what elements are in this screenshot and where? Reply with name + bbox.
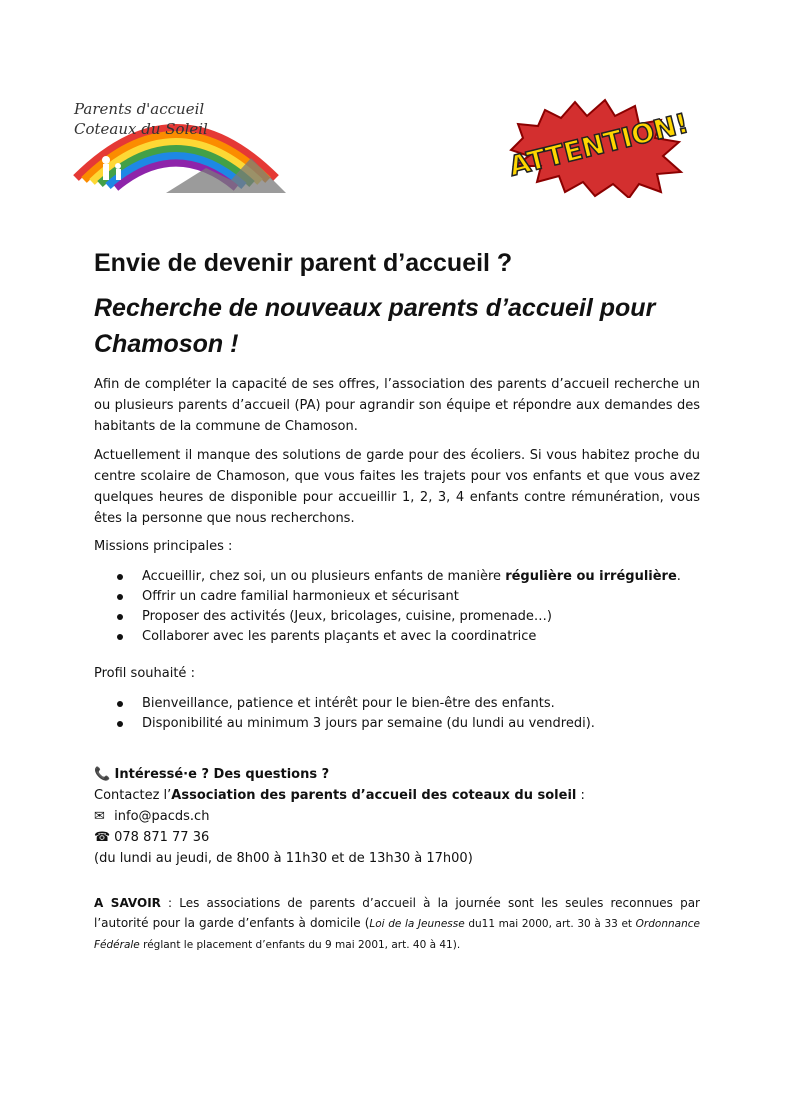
telephone-icon: ☎ (94, 830, 111, 845)
legal-notice: A SAVOIR : Les associations de parents d’accueil à la journée sont les seules reconnues par l’autorité pour la garde d’enfants à domicile (Loi de la Jeunesse du11 mai 2000, art. 30 à 33 et Ordonnance Fédérale réglant le placement d’enfants du 9 mai 2001, art. 40 à 41). (94, 896, 700, 951)
savoir-label: A SAVOIR (94, 896, 161, 910)
envelope-icon: ✉ (94, 809, 105, 824)
svg-text:Coteaux du Soleil: Coteaux du Soleil (74, 120, 208, 138)
list-item: Bienveillance, patience et intérêt pour le bien-être des enfants. (94, 694, 700, 714)
phone-number: 078 871 77 36 (114, 830, 210, 845)
missions-label: Missions principales : (94, 539, 233, 554)
svg-text:Parents d'accueil: Parents d'accueil (74, 100, 205, 118)
subtitle-line-1: Recherche de nouveaux parents d’accueil pour (94, 294, 656, 322)
contact-line: Contactez l’Association des parents d’accueil des coteaux du soleil : (94, 788, 585, 803)
emphasis-text: régulière ou irrégulière (505, 569, 677, 584)
page-subtitle (94, 290, 700, 362)
attention-burst-icon (503, 80, 693, 198)
contact-question: 📞 Intéressé·e ? Des questions ? (94, 764, 700, 785)
list-item: Proposer des activités (Jeux, bricolages, cuisine, promenade…) (94, 607, 700, 627)
intro-paragraph: Afin de compléter la capacité de ses offres, l’association des parents d’accueil recherche un ou plusieurs parents d’accueil (PA) pour agrandir son équipe et répondre aux demandes des habitants de la commune de Chamoson. (94, 377, 700, 434)
context-paragraph: Actuellement il manque des solutions de garde pour des écoliers. Si vous habitez proche du centre scolaire de Chamoson, que vous faites les trajets pour vos enfants et que vous avez quelques heures de disponible pour accueillir 1, 2, 3, 4 enfants contre rémunération, vous êtes la personne que nous recherchons. (94, 448, 700, 526)
contact-section (94, 764, 700, 869)
list-item: Collaborer avec les parents plaçants et avec la coordinatrice (94, 627, 700, 647)
attention-badge (503, 80, 693, 198)
email-row (94, 806, 700, 827)
profil-list (94, 694, 700, 734)
list-item: Disponibilité au minimum 3 jours par semaine (du lundi au vendredi). (94, 714, 700, 734)
page-title: Envie de devenir parent d’accueil ? (94, 249, 513, 277)
phone-row (94, 827, 700, 848)
document-body (94, 245, 700, 967)
logo-parents-accueil (66, 98, 286, 193)
profil-label: Profil souhaité : (94, 666, 195, 681)
svg-text:ATTENTION!: ATTENTION! (506, 108, 692, 183)
subtitle-line-2: Chamoson ! (94, 330, 239, 358)
contact-hours: (du lundi au jeudi, de 8h00 à 11h30 et de 13h30 à 17h00) (94, 851, 473, 866)
rainbow-logo-icon (66, 98, 286, 193)
phone-icon: 📞 (94, 767, 111, 782)
email-link[interactable]: info@pacds.ch (114, 809, 210, 824)
association-name: Association des parents d’accueil des coteaux du soleil (171, 788, 577, 803)
missions-list (94, 567, 700, 647)
list-item: Accueillir, chez soi, un ou plusieurs enfants de manière régulière ou irrégulière. (94, 567, 700, 587)
list-item: Offrir un cadre familial harmonieux et sécurisant (94, 587, 700, 607)
